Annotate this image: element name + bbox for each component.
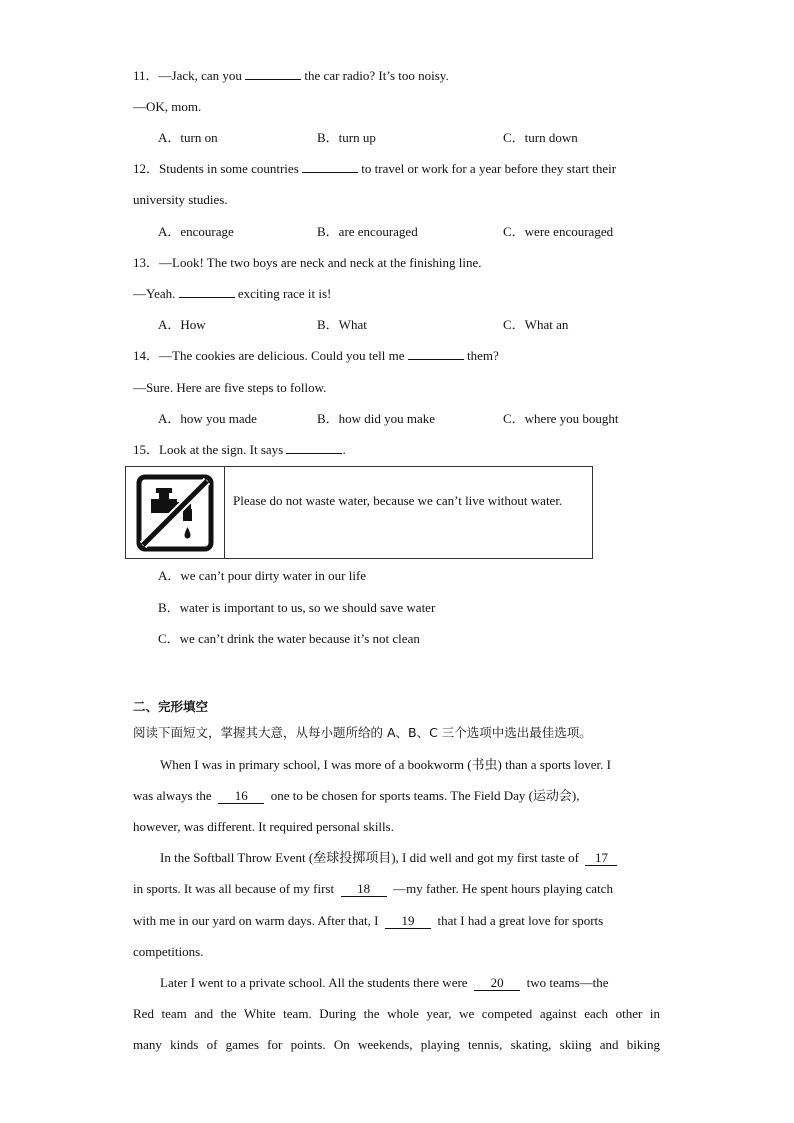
passage-line xyxy=(160,974,609,992)
question-stem: them? xyxy=(467,348,499,363)
question-stem: Look at the sign. It says xyxy=(159,442,284,457)
reply-text: —Yeah. xyxy=(133,286,176,301)
question-15 xyxy=(133,441,346,459)
passage-line xyxy=(133,880,613,898)
passage-line xyxy=(133,787,580,805)
blank-17[interactable]: 17 xyxy=(585,851,617,866)
reply-text: exciting race it is! xyxy=(237,286,332,301)
question-stem: to travel or work for a year before they start their xyxy=(361,161,617,176)
section-heading: 二、完形填空 xyxy=(133,699,209,714)
answer-blank xyxy=(286,441,342,454)
passage-line: When I was in primary school, I was more of a bookworm (书虫) than a sports lover. I xyxy=(160,757,611,772)
option-c[interactable]: C．What an xyxy=(503,317,569,332)
question-stem: —The cookies are delicious. Could you tell me xyxy=(159,348,405,363)
option-c[interactable]: C．where you bought xyxy=(503,411,619,426)
sign-image-cell xyxy=(126,467,225,558)
question-14 xyxy=(133,347,499,365)
question-11 xyxy=(133,67,449,85)
option-a[interactable]: A．how you made xyxy=(158,411,257,426)
question-13 xyxy=(133,254,482,272)
question-stem: —Jack, can you xyxy=(158,68,242,83)
question-number: 11． xyxy=(133,68,159,83)
blank-20[interactable]: 20 xyxy=(474,976,520,991)
question-stem: the car radio? It’s too noisy. xyxy=(304,68,449,83)
option-b[interactable]: B．how did you make xyxy=(317,411,436,426)
passage-text: that I had a great love for sports xyxy=(437,913,604,928)
passage-line xyxy=(133,912,603,930)
passage-line: however, was different. It required personal skills. xyxy=(133,819,394,834)
answer-blank xyxy=(179,285,235,298)
blank-16[interactable]: 16 xyxy=(218,789,264,804)
option-a[interactable]: A．turn on xyxy=(158,130,218,145)
option-b[interactable]: B．What xyxy=(317,317,367,332)
question-14-reply: —Sure. Here are five steps to follow. xyxy=(133,380,327,395)
question-number: 15． xyxy=(133,442,160,457)
passage-text: In the Softball Throw Event (垒球投掷项目), I did well and got my first taste of xyxy=(160,850,579,865)
passage-text: —my father. He spent hours playing catch xyxy=(393,881,613,896)
question-12 xyxy=(133,160,616,178)
section-instruction: 阅读下面短文，掌握其大意，从每小题所给的 A、B、C 三个选项中选出最佳选项。 xyxy=(133,725,592,740)
option-c[interactable]: C．were encouraged xyxy=(503,224,614,239)
passage-text: with me in our yard on warm days. After that, I xyxy=(133,913,379,928)
answer-blank xyxy=(245,67,301,80)
question-stem: —Look! The two boys are neck and neck at the finishing line. xyxy=(159,255,482,270)
passage-text: Later I went to a private school. All the students there were xyxy=(160,975,468,990)
no-water-tap-icon xyxy=(135,473,215,553)
sign-description: Please do not waste water, because we can’t live without water. xyxy=(233,493,563,508)
blank-19[interactable]: 19 xyxy=(385,914,431,929)
question-11-reply: —OK, mom. xyxy=(133,99,202,114)
passage-text: in sports. It was all because of my first xyxy=(133,881,335,896)
question-number: 13． xyxy=(133,255,160,270)
option-a[interactable]: A．we can’t pour dirty water in our life xyxy=(158,568,367,583)
sign-table xyxy=(125,466,593,559)
option-b[interactable]: B．turn up xyxy=(317,130,376,145)
passage-text: was always the xyxy=(133,788,212,803)
option-c[interactable]: C．we can’t drink the water because it’s not clean xyxy=(158,631,420,646)
passage-line: many kinds of games for points. On weekends, playing tennis, skating, skiing and biking xyxy=(133,1037,660,1052)
passage-text: two teams—the xyxy=(526,975,609,990)
answer-blank xyxy=(408,347,464,360)
option-a[interactable]: A．encourage xyxy=(158,224,234,239)
option-c[interactable]: C．turn down xyxy=(503,130,578,145)
blank-18[interactable]: 18 xyxy=(341,882,387,897)
answer-blank xyxy=(302,160,358,173)
option-b[interactable]: B．water is important to us, so we should save water xyxy=(158,600,436,615)
question-stem: . xyxy=(342,442,346,457)
passage-line: competitions. xyxy=(133,944,204,959)
question-number: 12． xyxy=(133,161,160,176)
question-stem: Students in some countries xyxy=(159,161,299,176)
passage-line xyxy=(160,849,617,867)
option-b[interactable]: B．are encouraged xyxy=(317,224,418,239)
question-13-reply xyxy=(133,285,331,303)
question-12-continued: university studies. xyxy=(133,192,228,207)
question-number: 14． xyxy=(133,348,160,363)
passage-line: Red team and the White team. During the whole year, we competed against each other in xyxy=(133,1006,660,1021)
passage-text: one to be chosen for sports teams. The Field Day (运动会), xyxy=(270,788,580,803)
option-a[interactable]: A．How xyxy=(158,317,206,332)
